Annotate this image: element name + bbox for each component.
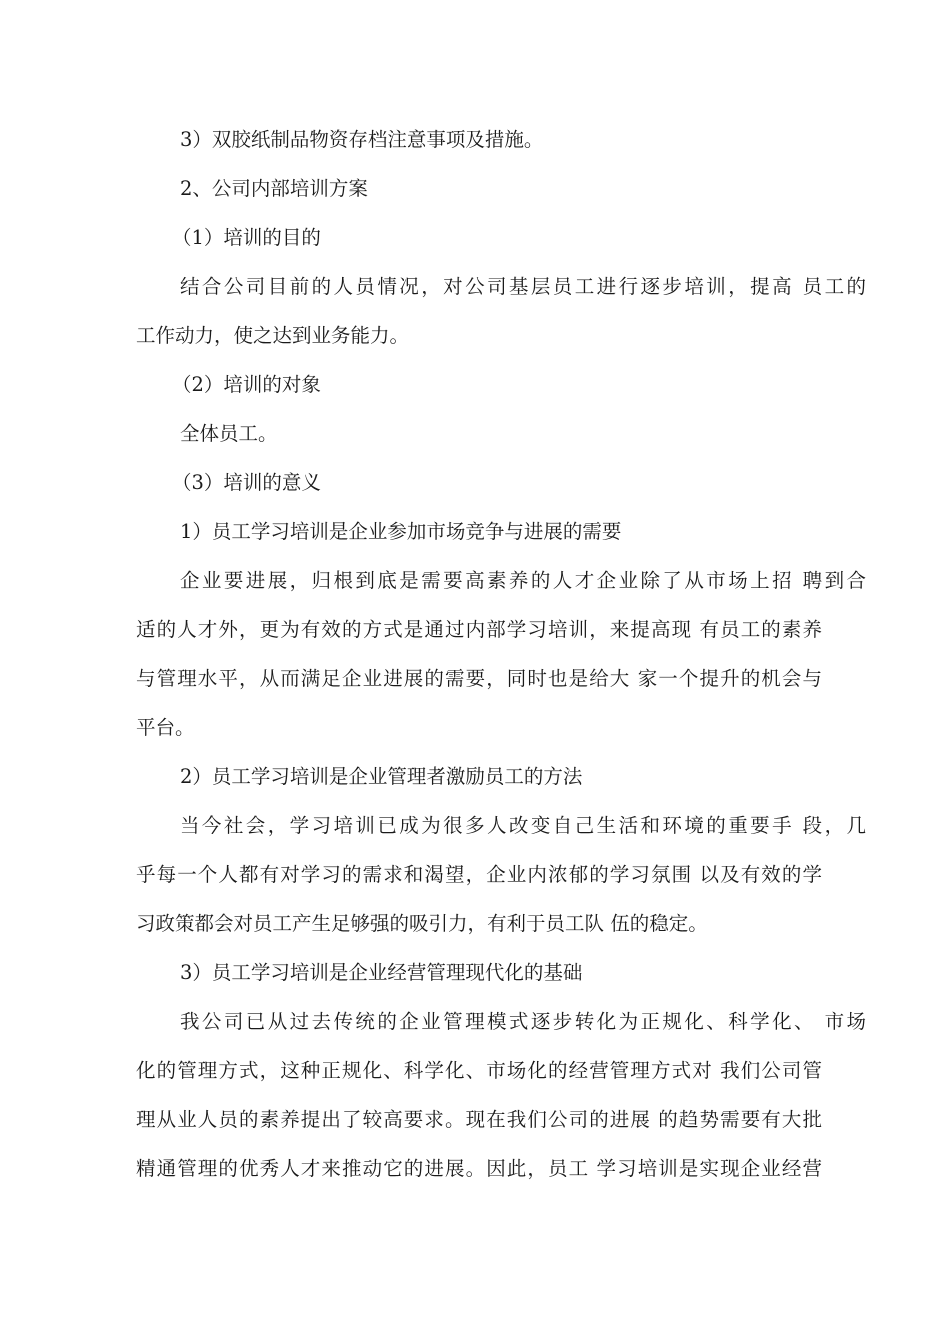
paragraph-line: 当今社会，学习培训已成为很多人改变自己生活和环境的重要手 段，几 — [180, 814, 866, 837]
paragraph-line: 企业要进展，归根到底是需要高素养的人才企业除了从市场上招 聘到合 — [180, 569, 866, 592]
paragraph-line: 精通管理的优秀人才来推动它的进展。因此，员工 学习培训是实现企业经营 — [136, 1157, 822, 1180]
paragraph-line: 全体员工。 — [180, 422, 278, 445]
paragraph-line: 我公司已从过去传统的企业管理模式逐步转化为正规化、科学化、 市场 — [180, 1010, 866, 1033]
paragraph-line: 平台。 — [136, 716, 195, 739]
paragraph-line: 乎每一个人都有对学习的需求和渴望，企业内浓郁的学习氛围 以及有效的学 — [136, 863, 822, 886]
paragraph-line: 理从业人员的素养提出了较高要求。现在我们公司的进展 的趋势需要有大批 — [136, 1108, 822, 1131]
subheading-significance: （3）培训的意义 — [172, 471, 321, 494]
point-heading-3: 3）员工学习培训是企业经营管理现代化的基础 — [180, 961, 583, 984]
paragraph-line: 习政策都会对员工产生足够强的吸引力，有利于员工队 伍的稳定。 — [136, 912, 708, 935]
paragraph-line: 适的人才外，更为有效的方式是通过内部学习培训，来提高现 有员工的素养 — [136, 618, 822, 641]
document-body — [136, 122, 866, 1200]
paragraph-line: 结合公司目前的人员情况，对公司基层员工进行逐步培训，提高 员工的 — [180, 275, 866, 298]
paragraph-line: 工作动力，使之达到业务能力。 — [136, 324, 410, 347]
list-item-3: 3）双胶纸制品物资存档注意事项及措施。 — [180, 128, 544, 151]
point-heading-1: 1）员工学习培训是企业参加市场竞争与进展的需要 — [180, 520, 622, 543]
subheading-target: （2）培训的对象 — [172, 373, 321, 396]
paragraph-line: 化的管理方式，这种正规化、科学化、市场化的经营管理方式对 我们公司管 — [136, 1059, 822, 1082]
paragraph-line: 与管理水平，从而满足企业进展的需要，同时也是给大 家一个提升的机会与 — [136, 667, 822, 690]
section-heading-2: 2、公司内部培训方案 — [180, 177, 368, 200]
point-heading-2: 2）员工学习培训是企业管理者激励员工的方法 — [180, 765, 583, 788]
subheading-purpose: （1）培训的目的 — [172, 226, 321, 249]
